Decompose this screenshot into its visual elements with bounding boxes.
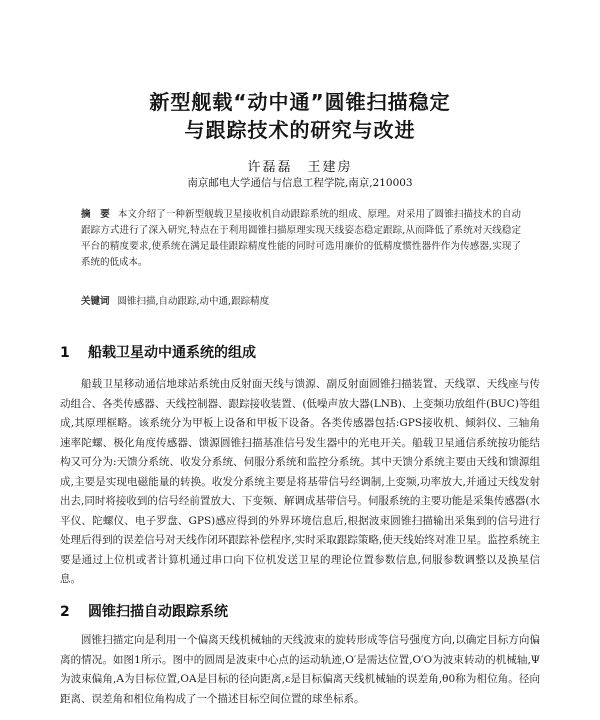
paper-title-line-1: 新型舰载“动中通”圆锥扫描稳定 bbox=[149, 90, 451, 114]
abstract-label: 摘 要 bbox=[81, 209, 110, 220]
keywords-text: 圆锥扫描,自动跟踪,动中通,跟踪精度 bbox=[117, 296, 270, 307]
section-2-number: 2 bbox=[60, 604, 70, 620]
section-1-paragraph: 船载卫星移动通信地球站系统由反射面天线与馈源、副反射面圆锥扫描装置、天线罩、天线座与传动组合、各类传感器、天线控制器、跟踪接收装置、(低噪声放大器(LNB)、上变频功放组件(BUC)等组成,其原理框略。该系统分为甲板上设备和甲板下设备。各类传感器包括:GPS接收机、倾斜仪、三轴角速率陀螺、极化角度传感器、馈源圆锥扫描基准信号发生器中的光电开关。船载卫星通信系统按功能结构又可分为:天馈分系统、收发分系统、伺服分系统和监控分系统。其中天馈分系统主要由天线和馈源组成,主要是实现电磁能量的转换。收发分系统主要是将基带信号经调制,上变频,功率放大,并通过天线发射出去,同时将接收到的信号经前置放大、下变频、解调成基带信号。伺服系统的主要功能是采集传感器(水平仪、陀螺仪、电子罗盘、GPS)感应得到的外界环境信息后,根据波束圆锥扫描输出采集到的信号进行处理后得到的误差信号对天线作闭环跟踪补偿程序,实时采取跟踪策略,使天线始终对准卫星。监控系统主要是通过上位机或者计算机通过串口向下位机发送卫星的理论位置参数信息,伺服参数调整以及换星信息。 bbox=[60, 378, 540, 585]
affiliation: 南京邮电大学通信与信息工程学院,南京,210003 bbox=[187, 177, 413, 189]
abstract-text: 本文介绍了一种新型舰载卫星接收机自动跟踪系统的组成、原理。对采用了圆锥扫描技术的自动跟踪方式进行了深入研究,特点在于利用圆锥扫描原理实现天线姿态稳定跟踪,从而降低了系统对天线稳定平台的精度要求,使系统在满足最佳跟踪精度性能的同时可选用廉价的低精度惯性器件作为传感器,实现了系统的低成本。 bbox=[81, 209, 521, 268]
section-1-number: 1 bbox=[60, 345, 70, 361]
section-1-title: 船载卫星动中通系统的组成 bbox=[88, 345, 256, 361]
keywords bbox=[81, 293, 521, 307]
section-2-heading bbox=[60, 601, 228, 621]
section-1-heading bbox=[60, 342, 256, 362]
abstract bbox=[81, 207, 521, 271]
paper-title-line-2: 与跟踪技术的研究与改进 bbox=[184, 118, 416, 142]
section-2-title: 圆锥扫描自动跟踪系统 bbox=[88, 604, 228, 620]
authors: 许磊磊 王建房 bbox=[247, 160, 353, 175]
keywords-label: 关键词 bbox=[81, 296, 110, 307]
section-2-paragraph: 圆锥扫描定向是利用一个偏离天线机械轴的天线波束的旋转形成等信号强度方向,以确定目标方向偏离的情况。如图1所示。图中的圆周是波束中心点的运动轨迹,O′是需达位置,O′O为波束转动的机械轴,Ψ为波束偏角,A为目标位置,OA是目标的径向距离,ε是目标偏离天线机械轴的误差角,θ0称为相位角。径向距离、误差角和相位角构成了一个描述目标空间位置的球坐标系。 bbox=[60, 634, 540, 705]
